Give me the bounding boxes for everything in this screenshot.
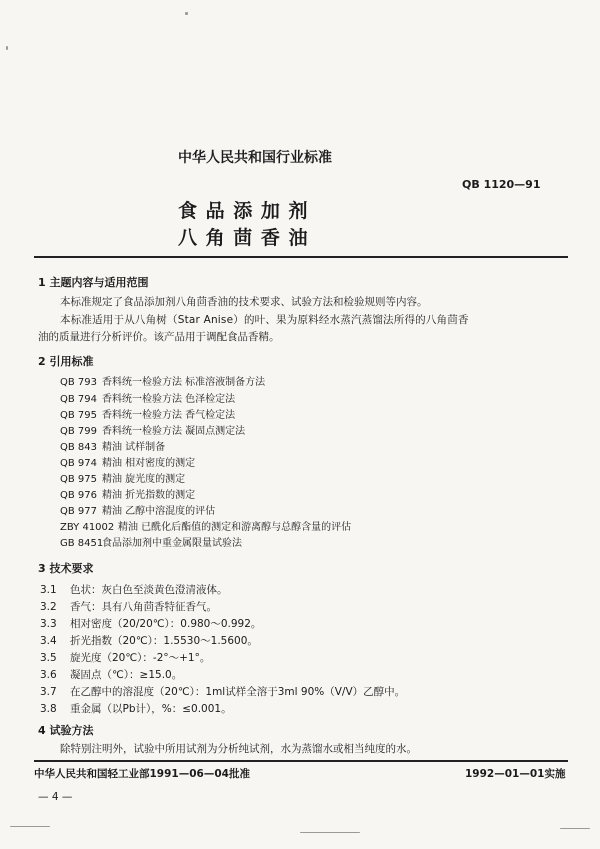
reference-code: QB 793 bbox=[60, 377, 97, 388]
reference-title: 精油 试样制备 bbox=[102, 442, 166, 453]
scan-speck bbox=[300, 832, 360, 833]
reference-row bbox=[60, 376, 265, 389]
title-line-1: 食 品 添 加 剂 bbox=[178, 200, 309, 222]
section-2-heading: 2 引用标准 bbox=[38, 355, 94, 368]
reference-title: 香料统一检验方法 凝固点测定法 bbox=[102, 426, 246, 437]
reference-title: 精油 旋光度的测定 bbox=[102, 474, 186, 485]
reference-title: 香料统一检验方法 香气检定法 bbox=[102, 410, 236, 421]
reference-row bbox=[60, 473, 185, 486]
reference-title: 香料统一检验方法 色泽检定法 bbox=[102, 394, 236, 405]
requirement-item bbox=[40, 617, 261, 631]
reference-title: 精油 相对密度的测定 bbox=[102, 458, 196, 469]
title-line-2: 八 角 茴 香 油 bbox=[178, 227, 309, 249]
header-rule bbox=[34, 256, 568, 258]
section-1-paragraph-1: 本标准规定了食品添加剂八角茴香油的技术要求、试验方法和检验规则等内容。 bbox=[60, 296, 428, 308]
requirement-text: 凝固点（℃）：≥15.0。 bbox=[70, 669, 183, 681]
requirement-number: 3.4 bbox=[40, 635, 57, 647]
reference-row bbox=[60, 457, 195, 470]
requirement-item bbox=[40, 651, 210, 665]
reference-title: 食品添加剂中重金属限量试验法 bbox=[102, 538, 242, 549]
issuing-body: 中华人民共和国行业标准 bbox=[178, 150, 332, 166]
reference-title: 精油 折光指数的测定 bbox=[102, 490, 196, 501]
reference-row bbox=[60, 537, 242, 550]
reference-title: 精油 乙醇中溶混度的评估 bbox=[102, 506, 216, 517]
requirement-item bbox=[40, 685, 405, 699]
scan-speck bbox=[560, 828, 590, 829]
requirement-item bbox=[40, 668, 182, 682]
section-3-heading: 3 技术要求 bbox=[38, 562, 94, 575]
reference-code: QB 977 bbox=[60, 506, 97, 517]
requirement-item bbox=[40, 600, 217, 614]
requirement-text: 重金属（以Pb计），%：≤0.001。 bbox=[70, 703, 232, 715]
requirement-text: 旋光度（20℃）：-2°～+1°。 bbox=[70, 652, 211, 664]
scan-speck bbox=[10, 826, 50, 827]
standard-code: QB 1120—91 bbox=[462, 178, 541, 191]
reference-row bbox=[60, 489, 195, 502]
reference-code: QB 794 bbox=[60, 394, 97, 405]
section-1-paragraph-2a: 本标准适用于从八角树（Star Anise）的叶、果为原料经水蒸汽蒸馏法所得的八角茴香 bbox=[60, 314, 469, 326]
reference-code: QB 976 bbox=[60, 490, 97, 501]
requirement-text: 色状：灰白色至淡黄色澄清液体。 bbox=[70, 584, 228, 596]
reference-row bbox=[60, 441, 165, 454]
reference-row bbox=[60, 425, 245, 438]
reference-title: 香料统一检验方法 标准溶液制备方法 bbox=[102, 377, 266, 388]
requirement-item bbox=[40, 702, 232, 716]
requirement-item bbox=[40, 634, 258, 648]
requirement-number: 3.8 bbox=[40, 703, 57, 715]
footer-rule bbox=[34, 760, 568, 762]
scan-speck bbox=[185, 12, 188, 15]
reference-code: GB 8451 bbox=[60, 538, 104, 549]
reference-row bbox=[60, 521, 351, 534]
requirement-text: 香气：具有八角茴香特征香气。 bbox=[70, 601, 217, 613]
requirement-number: 3.3 bbox=[40, 618, 57, 630]
requirement-number: 3.1 bbox=[40, 584, 57, 596]
requirement-number: 3.7 bbox=[40, 686, 57, 698]
reference-code: QB 975 bbox=[60, 474, 97, 485]
section-4-paragraph-1: 除特别注明外，试验中所用试剂为分析纯试剂，水为蒸馏水或相当纯度的水。 bbox=[60, 743, 417, 755]
section-4-heading: 4 试验方法 bbox=[38, 724, 94, 737]
approval-line: 中华人民共和国轻工业部1991—06—04批准 bbox=[34, 768, 250, 780]
reference-code: ZBY 41002 bbox=[60, 522, 115, 533]
scan-speck bbox=[6, 46, 8, 50]
reference-code: QB 974 bbox=[60, 458, 97, 469]
page-number: — 4 — bbox=[38, 791, 73, 803]
reference-row bbox=[60, 409, 235, 422]
requirement-text: 在乙醇中的溶混度（20℃）：1ml试样全溶于3ml 90%（V/V）乙醇中。 bbox=[70, 686, 406, 698]
requirement-number: 3.5 bbox=[40, 652, 57, 664]
requirement-number: 3.6 bbox=[40, 669, 57, 681]
requirement-text: 折光指数（20℃）：1.5530～1.5600。 bbox=[70, 635, 258, 647]
reference-code: QB 795 bbox=[60, 410, 97, 421]
implementation-date: 1992—01—01实施 bbox=[465, 768, 566, 780]
requirement-text: 相对密度（20/20℃）：0.980～0.992。 bbox=[70, 618, 262, 630]
reference-row bbox=[60, 393, 235, 406]
reference-row bbox=[60, 505, 215, 518]
reference-title: 精油 已酰化后酯值的测定和游离醇与总醇含量的评估 bbox=[118, 522, 352, 533]
section-1-heading: 1 主题内容与适用范围 bbox=[38, 276, 149, 289]
requirement-number: 3.2 bbox=[40, 601, 57, 613]
section-1-paragraph-2b: 油的质量进行分析评价。该产品用于调配食品香精。 bbox=[38, 331, 280, 343]
reference-code: QB 799 bbox=[60, 426, 97, 437]
requirement-item bbox=[40, 583, 228, 597]
reference-code: QB 843 bbox=[60, 442, 97, 453]
